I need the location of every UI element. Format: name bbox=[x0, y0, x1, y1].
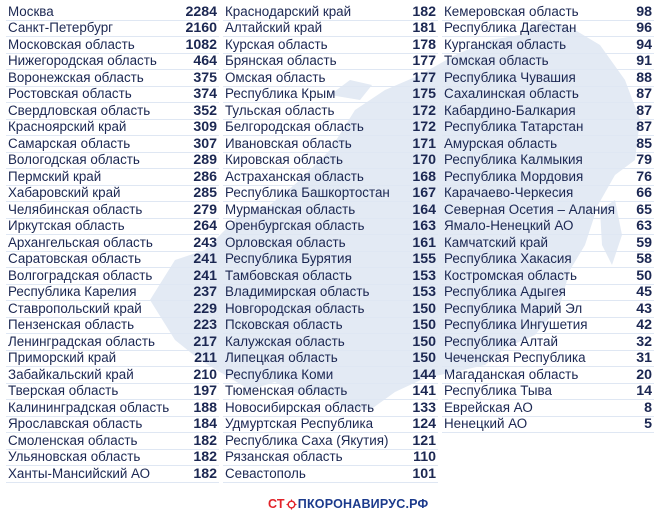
case-count: 87 bbox=[636, 102, 652, 119]
case-count: 5 bbox=[644, 416, 652, 432]
region-name: Ханты-Мансийский АО bbox=[8, 465, 151, 481]
region-name: Ярославская область bbox=[8, 416, 143, 431]
region-row bbox=[6, 169, 219, 186]
region-row bbox=[223, 169, 438, 186]
region-name: Ставропольский край bbox=[8, 300, 142, 316]
region-row bbox=[6, 21, 219, 38]
case-count: 110 bbox=[413, 449, 436, 465]
case-count: 43 bbox=[636, 300, 652, 317]
case-count: 150 bbox=[412, 350, 436, 366]
case-count: 32 bbox=[636, 333, 652, 350]
case-count: 289 bbox=[193, 152, 217, 168]
region-row bbox=[6, 153, 219, 170]
region-name: Республика Дагестан bbox=[444, 20, 577, 35]
region-name: Санкт-Петербург bbox=[8, 20, 114, 35]
case-count: 2160 bbox=[185, 20, 217, 36]
region-name: Краснодарский край bbox=[225, 3, 352, 19]
region-name: Самарская область bbox=[8, 135, 131, 151]
region-name: Московская область bbox=[8, 36, 135, 52]
region-name: Смоленская область bbox=[8, 432, 138, 448]
region-name: Ленинградская область bbox=[8, 333, 155, 349]
logo-text-main: ПКОРОНАВИРУС.РФ bbox=[297, 497, 429, 511]
case-count: 79 bbox=[636, 152, 652, 168]
case-count: 101 bbox=[412, 465, 436, 482]
region-name: Новгородская область bbox=[225, 300, 365, 316]
case-count: 65 bbox=[636, 201, 652, 218]
case-count: 172 bbox=[412, 102, 436, 119]
case-count: 58 bbox=[636, 251, 652, 267]
region-row bbox=[223, 70, 438, 87]
region-row bbox=[6, 136, 219, 153]
region-name: Москва bbox=[8, 3, 54, 19]
region-row bbox=[223, 103, 438, 120]
case-count: 171 bbox=[412, 135, 436, 152]
region-name: Омская область bbox=[225, 69, 326, 85]
region-row bbox=[223, 136, 438, 153]
region-name: Забайкальский край bbox=[8, 366, 134, 382]
case-count: 31 bbox=[636, 350, 652, 366]
region-row bbox=[442, 136, 654, 153]
region-name: Республика Бурятия bbox=[225, 251, 352, 266]
case-count: 20 bbox=[636, 366, 652, 383]
region-column-1 bbox=[6, 4, 219, 483]
region-row bbox=[6, 334, 219, 351]
region-name: Чеченская Республика bbox=[444, 350, 586, 365]
case-count: 188 bbox=[193, 399, 217, 416]
region-row bbox=[223, 351, 438, 368]
region-name: Нижегородская область bbox=[8, 53, 157, 68]
case-count: 144 bbox=[412, 366, 436, 383]
case-count: 124 bbox=[412, 416, 436, 432]
region-row bbox=[223, 450, 438, 467]
region-name: Ульяновская область bbox=[8, 449, 141, 464]
region-name: Амурская область bbox=[444, 135, 558, 151]
case-count: 374 bbox=[193, 86, 217, 102]
region-row bbox=[442, 417, 654, 434]
region-row bbox=[223, 186, 438, 203]
region-row bbox=[223, 466, 438, 483]
case-count: 150 bbox=[412, 333, 436, 350]
case-count: 42 bbox=[636, 317, 652, 333]
case-count: 170 bbox=[412, 152, 436, 168]
case-count: 168 bbox=[412, 168, 436, 185]
region-row bbox=[442, 54, 654, 71]
case-count: 66 bbox=[636, 185, 652, 201]
case-count: 59 bbox=[636, 234, 652, 251]
case-count: 210 bbox=[193, 366, 217, 383]
region-name: Камчатский край bbox=[444, 234, 549, 250]
region-row bbox=[6, 268, 219, 285]
region-name: Республика Коми bbox=[225, 366, 334, 382]
case-count: 175 bbox=[412, 86, 436, 102]
region-row bbox=[442, 285, 654, 302]
case-count: 229 bbox=[193, 300, 217, 317]
region-row bbox=[442, 400, 654, 417]
region-row bbox=[6, 120, 219, 137]
region-name: Республика Калмыкия bbox=[444, 152, 583, 167]
region-name: Пензенская область bbox=[8, 317, 135, 332]
region-row bbox=[6, 400, 219, 417]
region-row bbox=[6, 186, 219, 203]
case-count: 121 bbox=[412, 432, 436, 449]
case-count: 223 bbox=[193, 317, 217, 333]
region-row bbox=[223, 318, 438, 335]
virus-icon bbox=[286, 499, 297, 510]
case-count: 96 bbox=[636, 20, 652, 36]
region-row bbox=[6, 351, 219, 368]
region-name: Севастополь bbox=[225, 465, 306, 481]
region-name: Республика Ингушетия bbox=[444, 317, 588, 332]
region-name: Томская область bbox=[444, 53, 549, 68]
region-name: Астраханская область bbox=[225, 168, 364, 184]
region-name: Ростовская область bbox=[8, 86, 132, 101]
case-count: 177 bbox=[412, 53, 436, 69]
region-name: Тверская область bbox=[8, 383, 119, 398]
logo-text-prefix: СТ bbox=[268, 497, 285, 511]
case-count: 309 bbox=[193, 119, 217, 135]
case-count: 153 bbox=[412, 284, 436, 300]
region-name: Курская область bbox=[225, 36, 328, 52]
region-name: Липецкая область bbox=[225, 350, 338, 365]
region-name: Республика Хакасия bbox=[444, 251, 572, 266]
region-row bbox=[6, 219, 219, 236]
case-count: 237 bbox=[193, 284, 217, 300]
case-count: 76 bbox=[636, 168, 652, 185]
region-name: Карачаево-Черкесия bbox=[444, 185, 574, 200]
case-count: 182 bbox=[412, 3, 436, 20]
region-name: Новосибирская область bbox=[225, 399, 375, 415]
case-count: 352 bbox=[193, 102, 217, 119]
region-row bbox=[442, 318, 654, 335]
region-row bbox=[442, 103, 654, 120]
region-name: Калужская область bbox=[225, 333, 345, 349]
case-count: 2284 bbox=[185, 3, 217, 20]
region-name: Республика Карелия bbox=[8, 284, 137, 299]
region-row bbox=[223, 235, 438, 252]
region-name: Вологодская область bbox=[8, 152, 140, 167]
region-name: Республика Марий Эл bbox=[444, 300, 583, 316]
region-row bbox=[6, 466, 219, 483]
region-row bbox=[223, 4, 438, 21]
region-row bbox=[442, 169, 654, 186]
region-name: Магаданская область bbox=[444, 366, 579, 382]
region-row bbox=[442, 268, 654, 285]
region-name: Республика Татарстан bbox=[444, 119, 584, 134]
region-row bbox=[6, 252, 219, 269]
region-row bbox=[6, 37, 219, 54]
region-row bbox=[442, 334, 654, 351]
region-row bbox=[223, 87, 438, 104]
region-row bbox=[223, 202, 438, 219]
region-name: Удмуртская Республика bbox=[225, 416, 374, 431]
region-row bbox=[442, 252, 654, 269]
region-row bbox=[223, 219, 438, 236]
region-row bbox=[6, 54, 219, 71]
case-count: 14 bbox=[636, 383, 652, 399]
region-name: Курганская область bbox=[444, 36, 567, 52]
region-name: Архангельская область bbox=[8, 234, 153, 250]
region-row bbox=[442, 186, 654, 203]
case-count: 211 bbox=[194, 350, 217, 366]
region-row bbox=[223, 37, 438, 54]
region-name: Красноярский край bbox=[8, 119, 127, 134]
region-column-3 bbox=[442, 4, 654, 483]
region-name: Кемеровская область bbox=[444, 3, 579, 19]
region-row bbox=[6, 70, 219, 87]
region-row bbox=[6, 235, 219, 252]
region-row bbox=[223, 268, 438, 285]
region-name: Кировская область bbox=[225, 152, 343, 167]
region-row bbox=[223, 120, 438, 137]
case-count: 217 bbox=[193, 333, 217, 350]
case-count: 307 bbox=[193, 135, 217, 152]
case-count: 150 bbox=[412, 300, 436, 317]
region-name: Хабаровский край bbox=[8, 185, 121, 200]
stopcoronavirus-logo bbox=[268, 497, 428, 511]
region-name: Республика Чувашия bbox=[444, 69, 576, 85]
case-count: 164 bbox=[412, 201, 436, 218]
region-row bbox=[6, 318, 219, 335]
region-name: Саратовская область bbox=[8, 251, 142, 266]
region-name: Костромская область bbox=[444, 267, 578, 283]
region-row bbox=[223, 252, 438, 269]
region-name: Иркутская область bbox=[8, 218, 125, 233]
region-row bbox=[6, 384, 219, 401]
region-row bbox=[223, 285, 438, 302]
case-count: 182 bbox=[193, 465, 217, 482]
case-count: 184 bbox=[193, 416, 217, 432]
region-row bbox=[223, 54, 438, 71]
region-name: Орловская область bbox=[225, 234, 346, 250]
region-row bbox=[442, 367, 654, 384]
region-name: Кабардино-Балкария bbox=[444, 102, 576, 118]
case-count: 182 bbox=[193, 432, 217, 449]
case-count: 161 bbox=[412, 234, 436, 251]
region-row bbox=[223, 153, 438, 170]
region-row bbox=[442, 384, 654, 401]
region-name: Тульская область bbox=[225, 102, 335, 118]
region-name: Тамбовская область bbox=[225, 267, 353, 283]
region-row bbox=[223, 433, 438, 450]
region-row bbox=[6, 301, 219, 318]
case-count: 286 bbox=[193, 168, 217, 185]
case-count: 172 bbox=[412, 119, 436, 135]
region-row bbox=[442, 21, 654, 38]
region-name: Республика Адыгея bbox=[444, 284, 566, 299]
case-count: 88 bbox=[636, 69, 652, 86]
region-name: Мурманская область bbox=[225, 201, 356, 217]
case-count: 141 bbox=[412, 383, 436, 399]
region-name: Еврейская АО bbox=[444, 399, 533, 415]
region-name: Воронежская область bbox=[8, 69, 144, 85]
region-name: Республика Тыва bbox=[444, 383, 552, 398]
case-count: 279 bbox=[193, 201, 217, 218]
region-name: Приморский край bbox=[8, 350, 117, 365]
region-row bbox=[442, 153, 654, 170]
region-row bbox=[223, 301, 438, 318]
region-row bbox=[442, 219, 654, 236]
case-count: 241 bbox=[193, 251, 217, 267]
region-row bbox=[223, 334, 438, 351]
region-row bbox=[442, 37, 654, 54]
region-row bbox=[223, 384, 438, 401]
case-count: 197 bbox=[193, 383, 217, 399]
case-count: 91 bbox=[636, 53, 652, 69]
region-name: Республика Башкортостан bbox=[225, 185, 390, 200]
region-row bbox=[223, 367, 438, 384]
case-count: 243 bbox=[193, 234, 217, 251]
region-row bbox=[6, 417, 219, 434]
region-row bbox=[442, 301, 654, 318]
case-count: 177 bbox=[412, 69, 436, 86]
region-name: Ивановская область bbox=[225, 135, 352, 151]
case-count: 285 bbox=[193, 185, 217, 201]
region-name: Республика Мордовия bbox=[444, 168, 584, 184]
region-name: Челябинская область bbox=[8, 201, 143, 217]
case-count: 94 bbox=[636, 36, 652, 53]
region-row bbox=[442, 4, 654, 21]
region-name: Брянская область bbox=[225, 53, 337, 68]
region-name: Республика Саха (Якутия) bbox=[225, 432, 389, 448]
region-name: Алтайский край bbox=[225, 20, 323, 35]
case-count: 133 bbox=[412, 399, 436, 416]
case-count: 45 bbox=[636, 284, 652, 300]
region-row bbox=[6, 433, 219, 450]
region-row bbox=[442, 87, 654, 104]
case-count: 181 bbox=[412, 20, 436, 36]
region-name: Сахалинская область bbox=[444, 86, 579, 101]
region-row bbox=[6, 87, 219, 104]
region-name: Северная Осетия – Алания bbox=[444, 201, 615, 217]
region-name: Белгородская область bbox=[225, 119, 364, 134]
region-name: Пермский край bbox=[8, 168, 102, 184]
case-count: 241 bbox=[193, 267, 217, 284]
region-row bbox=[6, 103, 219, 120]
case-count: 150 bbox=[412, 317, 436, 333]
case-count: 167 bbox=[412, 185, 436, 201]
region-name: Свердловская область bbox=[8, 102, 151, 118]
case-count: 375 bbox=[193, 69, 217, 86]
region-name: Ямало-Ненецкий АО bbox=[444, 218, 574, 233]
region-row bbox=[223, 21, 438, 38]
region-name: Рязанская область bbox=[225, 449, 343, 464]
region-name: Республика Крым bbox=[225, 86, 336, 101]
region-row bbox=[223, 417, 438, 434]
region-column-2 bbox=[223, 4, 438, 483]
case-count: 1082 bbox=[185, 36, 217, 53]
case-count: 182 bbox=[193, 449, 217, 465]
region-name: Оренбургская область bbox=[225, 218, 365, 233]
region-row bbox=[6, 450, 219, 467]
region-row bbox=[442, 351, 654, 368]
case-count: 464 bbox=[193, 53, 217, 69]
region-row bbox=[442, 120, 654, 137]
region-row bbox=[442, 235, 654, 252]
region-name: Тюменская область bbox=[225, 383, 348, 398]
region-row bbox=[442, 70, 654, 87]
case-count: 8 bbox=[644, 399, 652, 416]
case-count: 87 bbox=[636, 119, 652, 135]
case-count: 98 bbox=[636, 3, 652, 20]
case-count: 153 bbox=[412, 267, 436, 284]
case-count: 264 bbox=[193, 218, 217, 234]
case-count: 85 bbox=[636, 135, 652, 152]
region-name: Владимирская область bbox=[225, 284, 370, 299]
region-row bbox=[6, 285, 219, 302]
case-count: 155 bbox=[412, 251, 436, 267]
region-name: Псковская область bbox=[225, 317, 343, 332]
case-count: 163 bbox=[412, 218, 436, 234]
case-count: 50 bbox=[636, 267, 652, 284]
region-name: Волгоградская область bbox=[8, 267, 153, 283]
region-row bbox=[6, 4, 219, 21]
region-name: Республика Алтай bbox=[444, 333, 558, 349]
region-row bbox=[223, 400, 438, 417]
region-row bbox=[6, 367, 219, 384]
region-columns bbox=[0, 4, 654, 483]
region-row bbox=[442, 202, 654, 219]
region-name: Калининградская область bbox=[8, 399, 170, 415]
case-count: 178 bbox=[412, 36, 436, 53]
case-count: 87 bbox=[636, 86, 652, 102]
region-name: Ненецкий АО bbox=[444, 416, 528, 431]
region-row bbox=[6, 202, 219, 219]
case-count: 63 bbox=[636, 218, 652, 234]
